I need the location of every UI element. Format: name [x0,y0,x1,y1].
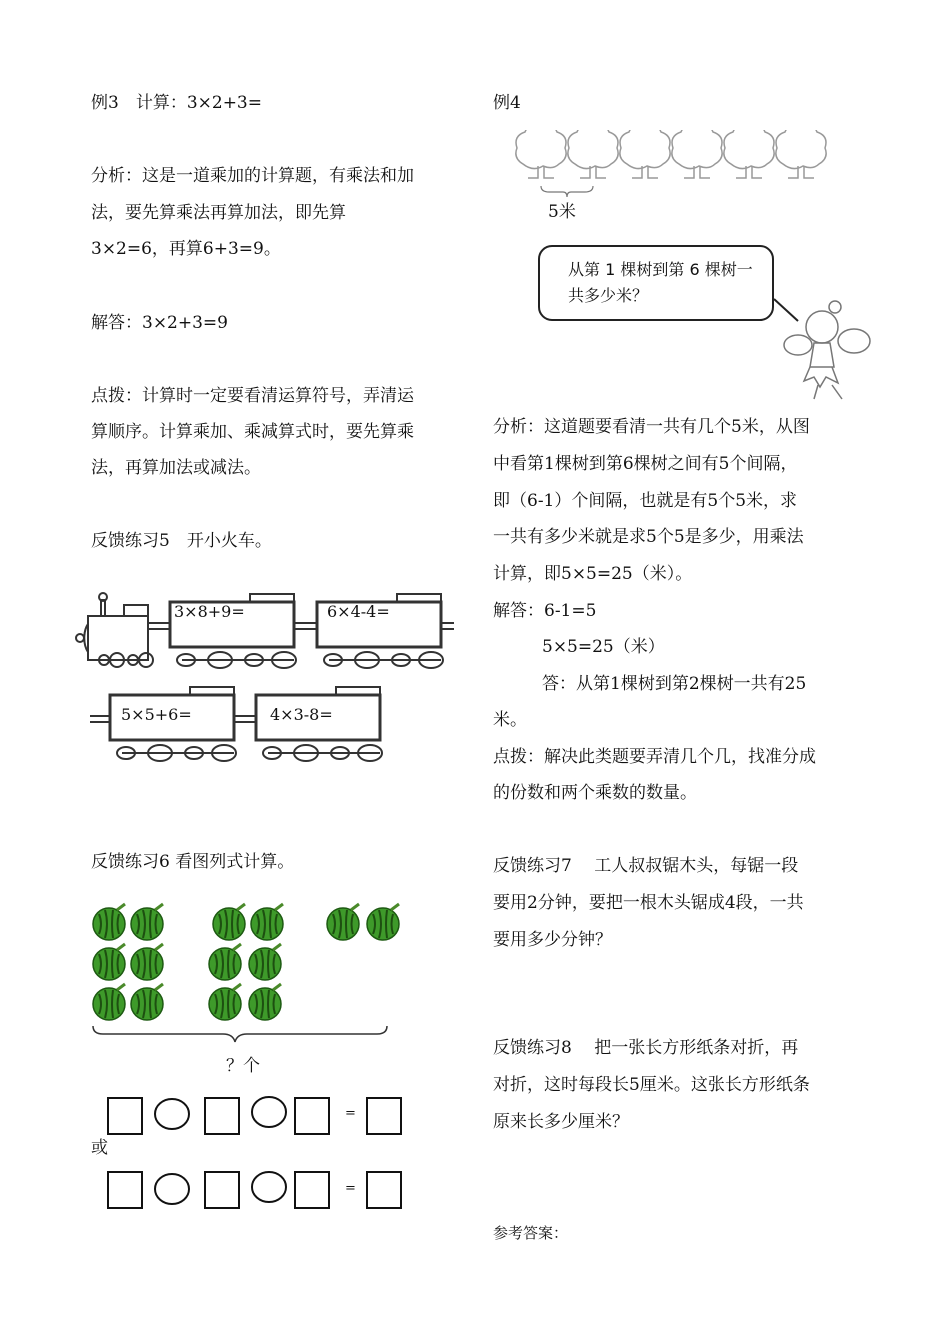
equation-template-boxes [105,1094,405,1214]
example-4-analysis-line: 分析：这道题要看清一共有几个5米，从图 [493,417,810,437]
watermelon-illustration [85,898,405,1043]
example-3-analysis-line: 法，要先算乘法再算加法，即先算 [91,203,346,223]
reference-answers-heading: 参考答案： [493,1224,569,1242]
equals-sign: = [345,1106,356,1121]
example-3-analysis-line: 分析：这是一道乘加的计算题，有乘法和加 [91,166,414,186]
train-car-equation: 5×5+6= [121,705,192,724]
feedback-6-title: 反馈练习6 看图列式计算。 [91,852,295,872]
equals-sign: = [345,1181,356,1196]
train-car-equation: 4×3-8= [270,705,333,724]
feedback-8-line: 反馈练习8 把一张长方形纸条对折，再 [493,1038,799,1058]
or-label: 或 [91,1138,108,1158]
bubble-line: 从第 1 棵树到第 6 棵树一 [568,260,753,279]
train-illustration [74,580,454,765]
example-4-analysis-line: 一共有多少米就是求5个5是多少，用乘法 [493,527,804,547]
train-car-equation: 6×4-4= [327,602,390,621]
example-4-analysis-line: 计算，即5×5=25（米）。 [493,564,693,584]
trees-illustration [515,130,827,210]
example-3-answer: 解答：3×2+3=9 [91,313,228,333]
feedback-8-line: 对折，这时每段长5厘米。这张长方形纸条 [493,1075,810,1095]
example-4-answer-line: 答：从第1棵树到第2棵树一共有25 [542,674,807,694]
feedback-7-line: 要用2分钟，要把一根木头锯成4段，一共 [493,893,804,913]
feedback-7-line: 要用多少分钟？ [493,930,612,950]
example-4-analysis-line: 中看第1棵树到第6棵树之间有5个间隔， [493,454,798,474]
example-4-answer-line: 解答：6-1=5 [493,601,597,621]
feedback-5-title: 反馈练习5 开小火车。 [91,531,272,551]
bubble-line: 共多少米？ [568,286,649,305]
example-3-analysis-line: 3×2=6，再算6+3=9。 [91,239,281,259]
example-3-tip-line: 法，再算加法或减法。 [91,458,261,478]
example-4-analysis-line: 即（6-1）个间隔，也就是有5个5米，求 [493,491,798,511]
speech-bubble [538,245,774,321]
feedback-8-line: 原来长多少厘米？ [493,1112,629,1132]
feedback-7-line: 反馈练习7 工人叔叔锯木头，每锯一段 [493,856,799,876]
example-4-title: 例4 [493,93,521,113]
distance-label: 5米 [548,202,576,222]
brace-label: ？个 [226,1056,260,1076]
example-4-answer-line: 米。 [493,710,527,730]
fairy-illustration [770,285,875,405]
example-4-answer-line: 5×5=25（米） [542,637,665,657]
example-4-tip-line: 的份数和两个乘数的数量。 [493,783,697,803]
train-car-equation: 3×8+9= [174,602,245,621]
example-3-tip-line: 点拨：计算时一定要看清运算符号，弄清运 [91,386,414,406]
example-3-title: 例3 计算：3×2+3= [91,93,262,113]
example-3-tip-line: 算顺序。计算乘加、乘减算式时，要先算乘 [91,422,414,442]
example-4-tip-line: 点拨：解决此类题要弄清几个几，找准分成 [493,747,816,767]
